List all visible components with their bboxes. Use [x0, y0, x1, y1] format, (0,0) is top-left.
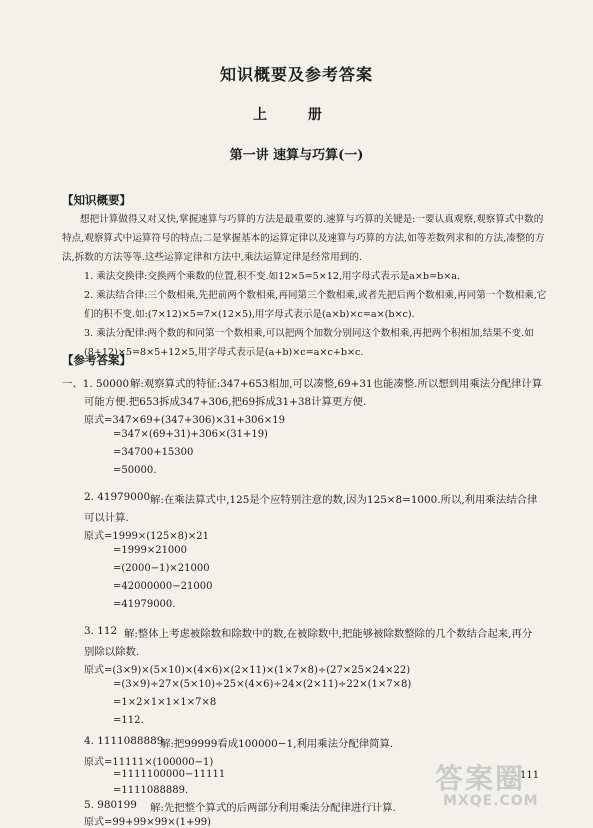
answer-line: =(2000−1)×21000: [113, 563, 210, 574]
answer-label: 2. 41979000: [84, 491, 151, 503]
law-item-2: 2. 乘法结合律:三个数相乘,先把前两个数相乘,再同第三个数相乘,或者先把后两个数相乘,再同第一个数相乘,它们的积不变.如:(7×12)×5=7×(12×5),用字母式表示是(a×b)×c=a×(b×c).: [84, 290, 547, 320]
answer-line: 解:观察算式的特征:347+653相加,可以凑整,69+31也能凑整.所以想到用乘法分配律计算: [130, 378, 543, 390]
answer-label: 4. 1111088889: [84, 735, 164, 747]
answer-line: 原式=11111×(100000−1): [84, 757, 214, 768]
answer-line: 原式=1999×(125×8)×21: [84, 531, 209, 542]
law-item-1: 1. 乘法交换律:交换两个乘数的位置,积不变.如12×5=5×12,用字母式表示是a×b=b×a.: [84, 271, 461, 282]
overview-heading: 【知识概要】: [62, 193, 131, 207]
answer-line: 可以计算.: [84, 512, 129, 524]
volume-title: 上 册: [253, 107, 340, 123]
answer-line: 原式=347×69+(347+306)×31+306×19: [84, 415, 285, 426]
main-title: 知识概要及参考答案: [219, 65, 373, 84]
watermark-url: MXQE.COM: [443, 793, 539, 809]
watermark-text: 答案圈: [435, 762, 526, 795]
answer-line: 别除以除数.: [84, 646, 140, 658]
answer-line: 解:把99999看成100000−1,利用乘法分配律简算.: [160, 738, 394, 750]
answer-line: 解:先把整个算式的后两部分利用乘法分配律进行计算.: [150, 802, 396, 814]
answer-line: 可能方便.把653拆成347+306,把69拆成31+38计算更方便.: [84, 396, 367, 408]
answer-label: 一、1. 50000: [62, 378, 130, 390]
answer-line: 解:整体上考虑被除数和除数中的数,在被除数中,把能够被除数整除的几个数结合起来,再分: [124, 628, 533, 640]
answer-line: =(3×9)÷27×(5×10)÷25×(4×6)÷24×(2×11)÷22×(1×7×8): [113, 679, 412, 690]
answer-line: =34700+15300: [113, 447, 194, 458]
answer-line: =1999×21000: [113, 545, 188, 556]
overview-text: 想把计算做得又对又快,掌握速算与巧算的方法是最重要的.速算与巧算的关键是:一要认真观察,观察算式中数的特点,观察算式中运算符号的特点;二是掌握基本的运算定律以及速算与巧算的方法,如等差数列求和的方法,凑整的方法,拆数的方法等等.这些运算定律和方法中,乘法运算定律是经常用到的.: [62, 214, 545, 263]
answer-line: =1×2×1×1×1×7×8: [113, 697, 217, 708]
answer-label: 5. 980199: [84, 799, 137, 811]
answer-line: =1111088889.: [113, 785, 189, 796]
page-number: 111: [520, 770, 540, 781]
answer-line: =347×(69+31)+306×(31+19): [113, 429, 268, 440]
lecture-title: 第一讲 速算与巧算(一): [229, 148, 364, 163]
answer-label: 3. 112: [84, 625, 118, 637]
answer-line: =50000.: [113, 465, 157, 476]
answers-heading: 【参考答案】: [62, 353, 131, 367]
answer-line: 原式=99+99×99×(1+99): [84, 817, 211, 828]
watermark-logo: [435, 757, 585, 813]
answer-line: =1111100000−11111: [113, 769, 226, 780]
answer-line: =41979000.: [113, 599, 176, 610]
law-item-3: 3. 乘法分配律:两个数的和同第一个数相乘,可以把两个加数分别同这个数相乘,再把两个积相加,结果不变.如(8+12)×5=8×5+12×5,用字母式表示是(a+b)×c=a×c+b×c.: [84, 328, 534, 358]
answer-line: 原式=(3×9)×(5×10)×(4×6)×(2×11)×(1×7×8)÷(27×25×24×22): [84, 665, 411, 676]
answer-line: =42000000−21000: [113, 581, 213, 592]
overview-paragraph: [62, 210, 552, 267]
answer-line: =112.: [113, 715, 144, 726]
answer-line: 解:在乘法算式中,125是个应特别注意的数,因为125×8=1000.所以,利用乘法结合律: [150, 494, 538, 506]
